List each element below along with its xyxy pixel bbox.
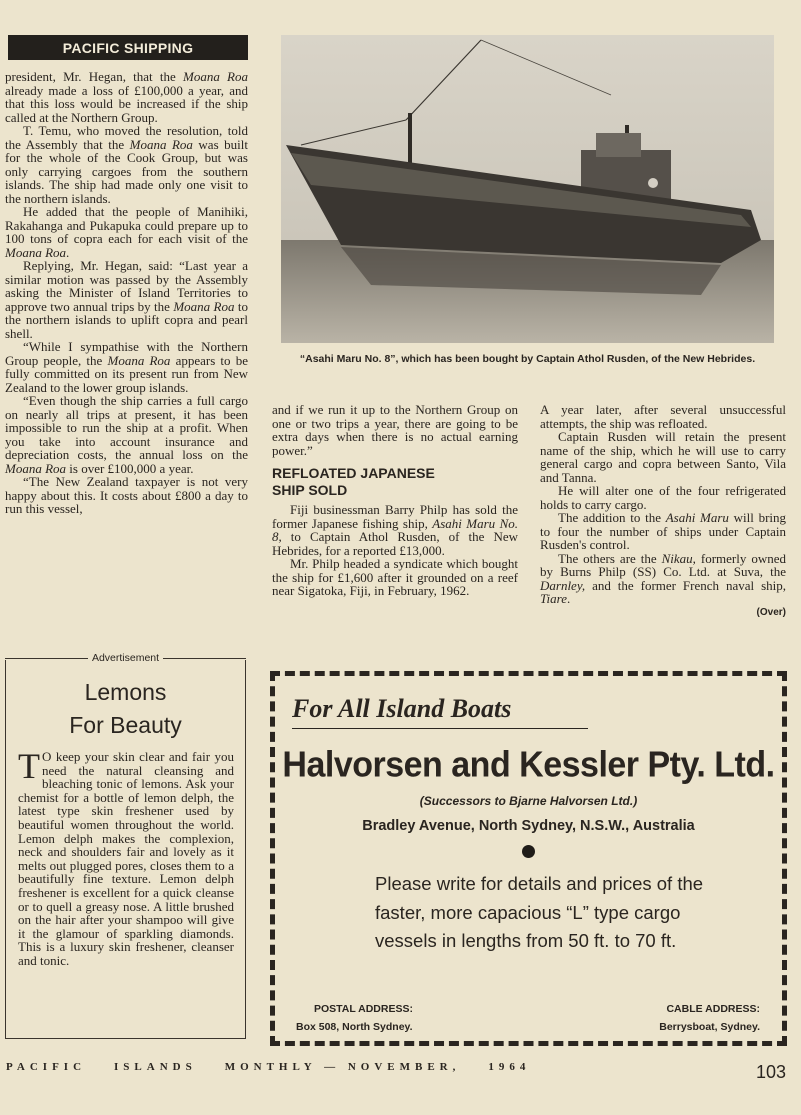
paragraph: Fiji businessman Barry Philp has sold the former Japanese fishing ship, Asahi Maru No. 8, to Captain Athol Rusden, of the New Hebrides, for a reported £13,000. [272, 502, 518, 558]
paragraph: The others are the Nikau, formerly owned by Burns Philp (SS) Co. Ltd. at Suva, the Darnley, and the former French naval ship, Tiare. [540, 550, 786, 606]
advertisement-label: Advertisement [5, 652, 246, 664]
company-address: Bradley Avenue, North Sydney, N.S.W., Australia [362, 818, 695, 834]
paragraph: The addition to the Asahi Maru will bring to four the number of ships under Captain Rusden's control. [540, 510, 787, 552]
ship-photo [281, 35, 774, 343]
paragraph: Mr. Philp headed a syndicate which bought the ship for £1,600 after it grounded on a reef near Sigatoka, Fiji, in February, 1962. [272, 556, 518, 598]
ship-illustration [281, 35, 774, 343]
lemons-ad-title: Lemons For Beauty [69, 679, 182, 738]
paragraph: He added that the people of Manihiki, Rakahanga and Pukapuka could prepare up to 100 tons of copra each for each visit of the Moana Roa. [5, 204, 248, 260]
page-number: 103 [756, 1062, 787, 1082]
paragraph: “Even though the ship carries a full cargo on nearly all trips at present, it has been impossible to run the ship at a profit. When you take into account insurance and depreciation costs, the annual loss on the Moana Roa is over £100,000 a year. [5, 393, 248, 476]
company-successors: (Successors to Bjarne Halvorsen Ltd.) [419, 794, 638, 808]
section-title: PACIFIC SHIPPING [8, 35, 248, 60]
company-name: Halvorsen and Kessler Pty. Ltd. [282, 745, 775, 785]
paragraph: Replying, Mr. Hegan, said: “Last year a similar motion was passed by the Assembly asking the Minister of Island Territories to approve two annual trips by the Moana Roa to the northern islands to uplift copra and pearl shell. [5, 258, 248, 341]
divider [163, 658, 246, 659]
ad-body-text: Please write for details and prices of the faster, more capacious “L” type cargo vessels in lengths from 50 ft. to 70 ft. [375, 873, 704, 951]
tagline-underline [292, 728, 588, 729]
postal-address: POSTAL ADDRESS: Box 508, North Sydney. [296, 1003, 413, 1033]
ad-tagline: For All Island Boats [292, 694, 512, 723]
paragraph: “While I sympathise with the Northern Group people, the Moana Roa appears to be fully committed on its present run from New Zealand to the lower group islands. [5, 339, 248, 395]
paragraph: A year later, after several unsuccessful attempts, the ship was refloated. [540, 402, 786, 431]
article-column-3 [540, 403, 786, 619]
lemons-ad-body: T O keep your skin clear and fair you need the natural cleansing and bleaching tonic of lemons. Ask your chemist for a bottle of lemon delph, the latest type skin freshener used by beautiful women throughout the world. Lemon delph makes the complexion, neck and shoulders fair and lovely as it melts out plugged pores, closes them to a beautifully fine texture. Lemon delph freshener is excellent for a quick cleanse or to quell a greasy nose. A little brushed on the hair after your shampoo will give it the glamour of sparkling diamonds. This is a luxury skin freshener, cleanser and tonic. [18, 746, 234, 968]
paragraph: Captain Rusden will retain the present name of the ship, which he will use to carry general cargo and copra between Santo, Vila and Tanna. [540, 429, 786, 485]
bullet-icon [522, 845, 535, 858]
article-subheading: REFLOATED JAPANESE SHIP SOLD [272, 465, 435, 498]
paragraph: “The New Zealand taxpayer is not very happy about this. It costs about £800 a day to run this vessel, [5, 474, 248, 516]
paragraph: He will alter one of the four refrigerated holds to carry cargo. [540, 483, 786, 512]
article-column-2 [272, 403, 518, 598]
photo-caption: “Asahi Maru No. 8”, which has been bought by Captain Athol Rusden, of the New Hebrides. [299, 353, 756, 365]
continued-label: (Over) [756, 606, 786, 618]
paragraph: president, Mr. Hegan, that the Moana Roa already made a loss of £100,000 a year, and that this loss would be increased if the ship called at the Northern Group. [5, 69, 248, 125]
divider [5, 658, 88, 659]
paragraph: T. Temu, who moved the resolution, told the Assembly that the Moana Roa was built for the whole of the Cook Group, but was only carrying cargoes from the southern islands. The ship had made only one visit to the northern islands. [5, 123, 248, 206]
cable-address: CABLE ADDRESS: Berrysboat, Sydney. [659, 1003, 760, 1033]
article-column-1 [5, 70, 248, 516]
paragraph: and if we run it up to the Northern Group on one or two trips a year, there are going to be extra days when there is no actual earning power.” [272, 402, 518, 458]
page-footer: PACIFIC ISLANDS MONTHLY — NOVEMBER, 1964 [6, 1061, 531, 1073]
drop-cap: T [18, 746, 40, 786]
